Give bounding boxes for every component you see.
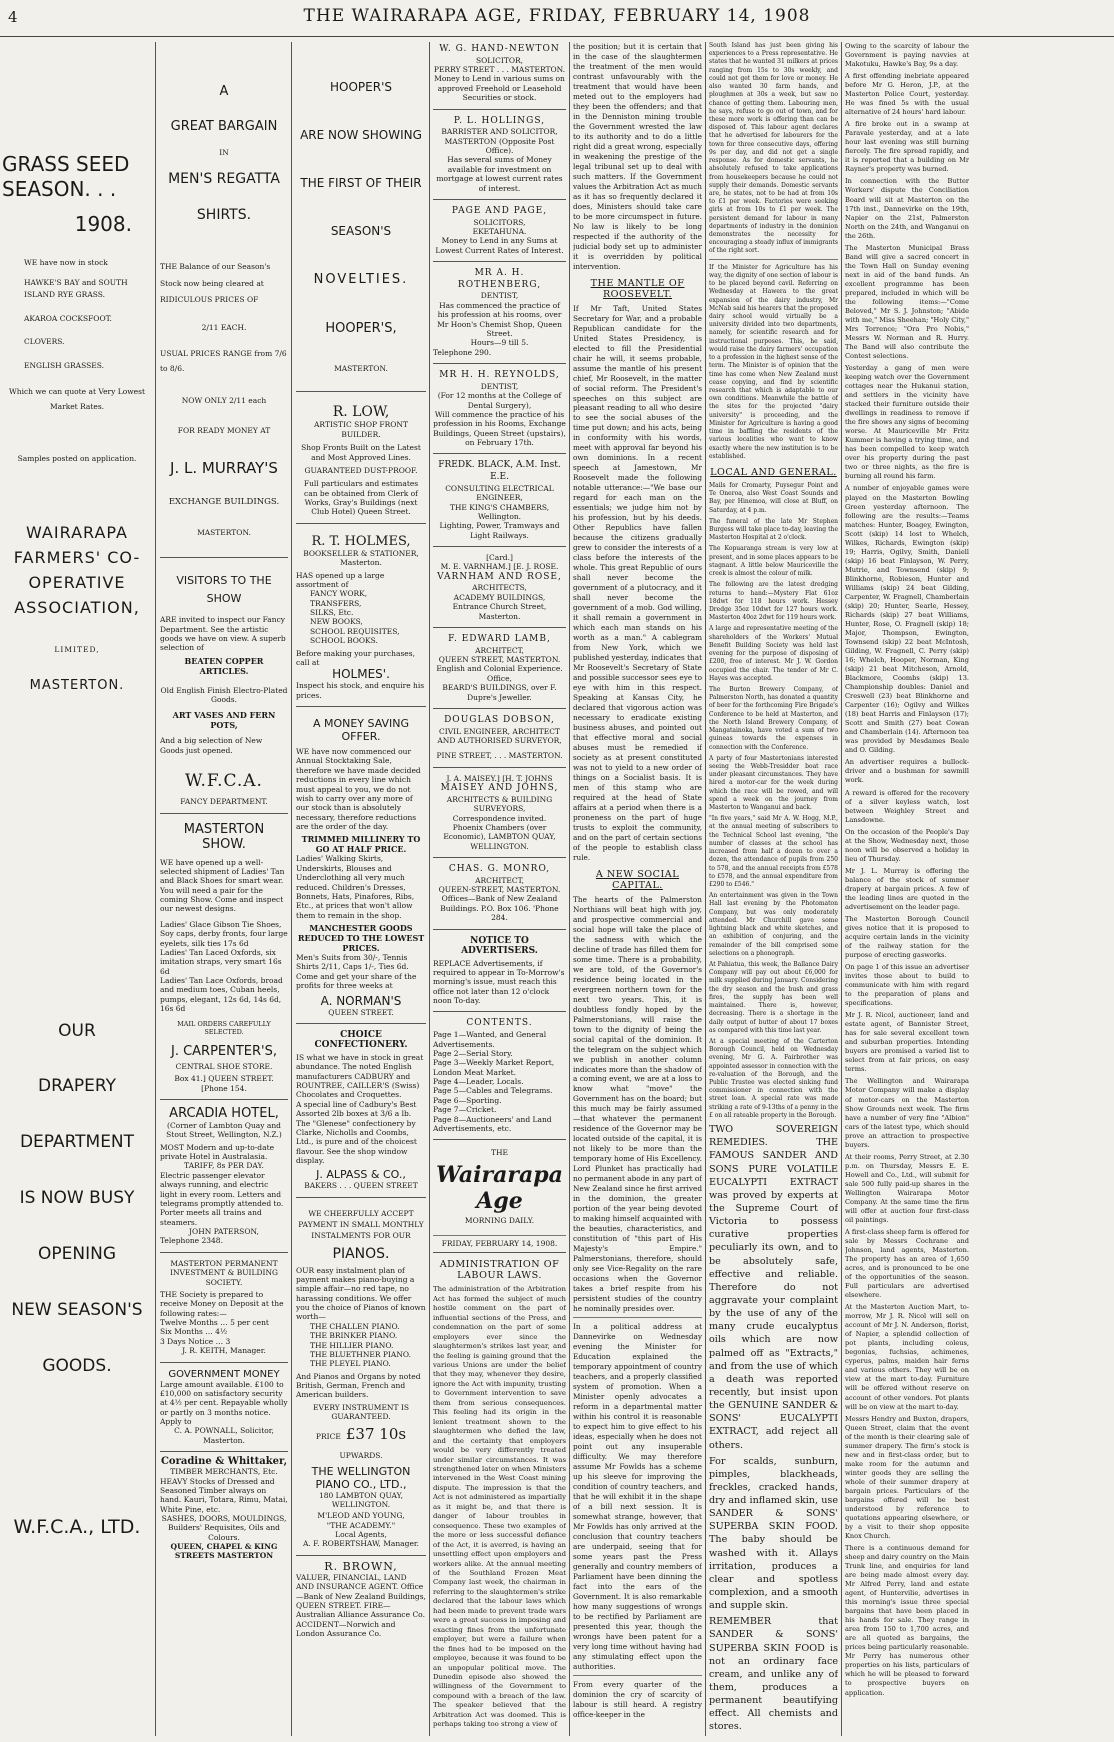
news-paragraph: Mr J. L. Murray is offering the balance of the stock of summer drapery at bargain prices. A few of the leading lines are quoted in the advertisement on the leader page. [845,866,969,911]
murray-exchange: EXCHANGE BUILDINGS. [168,497,280,507]
card-line: ARCHITECTS & BUILDING SURVEYORS, [446,794,553,814]
card-name: CHAS. G. MONRO, [448,864,551,874]
low-text: Shop Fronts Built on the Latest and Most Approved Lines. [301,443,421,462]
news-paragraph: A fire broke out in a swamp at Paravale yesterday, and at a late hour last evening was still burning fiercely. The fire spread rapidly, and it is reported that a building on Mr Rayner's property was burned. [845,120,969,174]
govt-money-text: Large amount available. £100 to £10,000 on satisfactory security at 4½ per cent. Repayable wholly or partly on 3 months notice. Apply to [160,1379,288,1427]
card-line: MASTERTON (Opposite Post Office). [444,136,555,155]
bargain-line: MEN'S REGATTA [168,171,280,188]
column-local-news [709,42,838,1736]
grass-item: ENGLISH GRASSES. [24,360,104,370]
manchester-text: Men's Suits from 30/-, Tennis Shirts 2/11, Caps 1/-, Ties 6d. Come and get your share of the profits for three weeks at [296,953,417,991]
holmes-sub: BOOKSELLER & STATIONER, Masterton. [303,548,419,568]
holmes-item: SCHOOL BOOKS. [310,636,378,646]
masthead: THE WAIRARAPA AGE, FRIDAY, FEBRUARY 14, 1908 [303,6,811,26]
news-paragraph: At the Masterton Auction Mart, to-morrow, Mr J. R. Nicol will sell on account of Mr J. N. Anderson, florist, of Napier, a splendid collection of pot plants, including coleus, begonias, fuchsias, achimenes, cyperus, palms, maiden hair ferns and various others. They will be on view at the mart to-day. Furniture will be offered without reserve on account of other vendors. Pot plants will be on view at the mart to-day. [845,1303,969,1411]
card-line: EKETAHUNA. [472,226,527,236]
visitors-title: VISITORS TO THE SHOW [176,574,272,605]
pownall-ad [160,1367,288,1453]
shoe-desc: Ladies' Glace Gibson Tie Shoes, Soy caps, derby fronts, four large eyelets, silk ties [160,919,288,948]
leader-title: ADMINISTRATION OF LABOUR LAWS. [439,1259,560,1282]
murray-name: J. L. MURRAY'S [170,459,278,477]
welly-town: WELLINGTON. [331,1499,391,1509]
arcadia-address: (Corner of Lambton Quay and Stout Street, Wellington, N.Z.) [166,1120,282,1140]
pianos-title: PIANOS. [332,1245,390,1262]
holmes-text: HAS opened up a large assortment of [296,570,385,589]
news-paragraph: There is a continuous demand for sheep and dairy country on the Main Trunk line, and enquiries for land are being made almost every day. Mr Alfred Perry, land and estate agent, of Huntervilie, advertises in this morning's issue three special bargains that have been placed in his hands for sale. They range in area from 150 to 1,700 acres, and are all quoted as bargains, the prices being particularly reasonable. Mr Perry has numerous other properties on his lists, particulars of which he will be pleased to forward to prospective buyers on application. [845,1544,969,1697]
central-shoe-store: CENTRAL SHOE STORE. [175,1061,273,1071]
murray-ad [160,42,288,558]
ready-money: FOR READY MONEY AT [177,425,271,435]
society-text: THE Society is prepared to receive Money on Deposit at the following rates:— [160,1289,284,1318]
news-paragraph: The Masterton Borough Council gives notice that it is proposed to acquire certain lands in the vicinity of the railway station for the purpose of erecting gasworks. [845,914,969,960]
mcleod: M'LEOD AND YOUNG, [317,1511,405,1521]
card-line: (For 12 months at the College of Dental Surgery), [437,391,562,410]
holmes-ad [296,528,426,707]
holmes-item: FANCY WORK, [310,589,368,599]
newspaper-flag: Wairarapa Age [436,1161,563,1214]
card-name: F. EDWARD LAMB, [448,633,551,644]
card-line: Correspondence invited. [452,813,547,823]
choice-text: IS what we have in stock in great abundance. The noted English manufacturers CADBURY and ROUNTREE, CAILLER'S (Swiss) Chocolates and Croquettes. [296,1052,424,1100]
bargain-line: GREAT BARGAIN [170,119,278,134]
column-local-news-continued [845,42,1109,1736]
visitors-text: ARE invited to inspect our Fancy Department. See the artistic goods we have on view. A superb selection of [160,615,286,653]
show-text: WE have opened up a well-selected shipment of Ladies' Tan and Black Shoes for smart wear. You will need a pair for the coming Show. Come and inspect our newest designs. [160,857,285,914]
stock-intro: WE have now in stock [24,258,108,267]
card-line: PERRY STREET . . . MASTERTON. [433,65,566,75]
card [433,772,566,858]
news-paragraph: A large and representative meeting of the shareholders of the Workers' Mutual Benefit Building Society was held last evening for the purpose of disposing of £200, free of interest. Mr J. W. Gordon occupied the chair. The tender of Mr C. Hayes was accepted. [709,625,838,682]
news-paragraph: South Island has just been giving his experiences to a Press representative. He states that he wanted 31 milkers at prices ranging from 15s to 30s weekly, and could not get them for love or money. He also wanted 30 farm hands, and ploughmen at 30s a week, but saw no chance of getting them. Labouring men, he says, refuse to go out of town, and for these more work is offering than can be disposed of. This labour agent declares that he advertised for labourers for the town for three consecutive days, offering 9s per day, and did not get a single response. As for domestic servants, he absolutely refused to take applications from housekeepers because he could not supply their demands. Domestic servants are, he states, not to be had at from 10s to £1 per week. Factories were seeking girls at from 10s to £1 per week. The persistent demand for labour in many departments of industry in the dominion demonstrates the necessity for encouraging a steady influx of immigrants of the right sort. [709,42,838,255]
card-line: ARCHITECTS, [472,583,527,593]
coradine-address: QUEEN, CHAPEL & KING STREETS MASTERTON [170,1542,278,1561]
card-line: BARRISTER AND SOLICITOR, [441,127,558,137]
shoe-desc: Ladies' Tan Lace Oxfords, broad and medium toes, Cuban heels, pumps, elegant, 12s 6d, 14s 6d, [160,976,283,1004]
shoe-price: 16s 6d [160,957,282,976]
news-paragraph: The funeral of the late Mr Stephen Burgess will take place to-day, leaving the Masterton Hospital at 2 o'clock. [709,517,838,542]
coradine-text: HEAVY Stocks of Dressed and Seasoned Timber always on hand. Kauri, Totara, Rimu, Matai, White Pine, etc. [160,1476,288,1514]
card-line: J. A. MAISEY.] [H. T. JOHNS [446,773,553,783]
card-name: P. L. HOLLINGS, [453,115,546,126]
hooper-line: NOVELTIES. [313,272,409,287]
card-name: DOUGLAS DOBSON, [444,714,555,725]
millinery: TRIMMED MILLINERY TO GO AT HALF PRICE. [301,834,421,855]
column-bargain-ads [160,42,288,1736]
hooper-ad [296,42,426,392]
usual-prices: USUAL PRICES RANGE from 7/6 to 8/6. [160,349,287,374]
hooper-line: ARE NOW SHOWING [300,128,422,142]
news-paragraph: At Pahiatua, this week, the Ballance Dairy Company will pay out about £6,000 for milk supplied during January. Considering the dry season and the bush and grass fires, the supply has been well maintained. There is, however, decreasing. There is a shortage in the daily output of butter of about 17 boxes as compared with this time last year. [709,960,838,1034]
contents-item: Page 3—Weekly Market Report, London Meat Market. [433,1058,555,1077]
holmes-item: TRANSFERS, [310,598,362,608]
holmes-buy: Before making your purchases, call at [296,648,415,667]
shoe-price: 17s 6d [223,938,249,948]
notice-title: NOTICE TO ADVERTISERS. [461,935,538,956]
pianos-text: OUR easy instalment plan of payment makes piano-buying a simple affair—no red tape, no harassing conditions. We offer you the choice of Pianos of known worth— [296,1265,426,1322]
news-paragraph: Owing to the scarcity of labour the Government is paying navvies at Makotuku, Hawke's Bay, 9s a day. [845,42,969,69]
now-only: NOW ONLY 2/11 each [181,396,267,406]
grass-seed-year: 1908. [74,212,132,236]
card-line: PINE STREET, . . . MASTERTON. [436,751,563,761]
column-rule [841,42,842,1736]
grass-item: HAWKE'S BAY and SOUTH ISLAND RYE GRASS. [24,278,128,299]
card [433,114,566,200]
card-name: MAISEY AND JOHNS, [440,783,559,794]
grass-item: CLOVERS. [24,337,65,347]
column-rule [291,42,292,1736]
card-line: ACADEMY BUILDINGS, [453,592,546,602]
column-rule [569,42,570,1736]
card-line: Money to Lend in various sums on approved Freehold or Leasehold Securities or stock. [434,74,565,103]
flag-box [433,1148,566,1253]
limited-text: LIMITED, [54,644,100,654]
news-paragraph: REMEMBER that SANDER & SONS' SUPERBA SKIN FOOD is not an ordinary face cream, and unlike any of them, produces a permanent beautifying effect. All chemists and stores. [709,1616,838,1733]
news-paragraph: A first offending inebriate appeared before Mr G. Heron, J.P., at the Masterton Police Court, yesterday. He was fined 5s with the usual alternative of 24 hours' hard labour. [845,72,969,117]
editorial-paragraph: In a political address at Dannevirke on Wednesday evening the Minister for Education explained the temporary appointment of country teachers, and a properly classified system of promotion. When a Minister openly advocates a reform in a departmental matter within his control it is reasonable to expect him to give effect to his ideas, especially when he does not point out any insuperable difficulty. We may therefore assume Mr Fowlds has a scheme up his sleeve for improving the condition of country teachers, and that he will exhibit it in the shape of a bill next session. It is somewhat strange, however, that Mr Fowlds has only arrived at the conclusion that country teachers are underpaid, seeing that for some years past the Press generally and country members of Parliament have been dinning the fact into the ears of the Government. It is also remarkable how many suggestions of wrongs to be rectified by Parliament are presented this year, though the wrongs have been patent for a very long time without having had any stimulating effect upon the authorities. [573,1317,702,1671]
column-farmers-ad [2,42,152,1736]
contents-item: Page 4—Leader, Locals. [433,1077,524,1086]
shoe-desc: Ladies' Tan Laced Oxfords, six imitation straps, very smart [160,947,276,967]
holmes-name: R. T. HOLMES, [311,533,411,549]
card [433,458,566,547]
capital-title: A NEW SOCIAL CAPITAL. [595,868,680,891]
drapery-line: DEPARTMENT [19,1131,135,1152]
bargain-price: 2/11 EACH. [201,322,247,332]
rate-row: Six Months … 4½ [160,1327,228,1337]
rate-value: 3 [225,1336,231,1346]
news-paragraph: The Wellington and Wairarapa Motor Company will make a display of motor-cars on the Masterton Show Grounds next week. The firm have a number of very fine "Albion" cars of the latest type, which should prove an attraction to prospective buyers. [845,1077,969,1149]
holmes-item: SCHOOL REQUISITES, [310,626,400,636]
column-editorial [573,42,702,1736]
millinery-text: Ladies' Walking Skirts, Underskirts, Blouses and Underclothing all very much reduced. Children's Dresses, Bonnets, Hats, Pinafores, Ribs, Etc., at prices that won't allow them to remain in the shop. [296,854,415,920]
alpass-sub: BAKERS . . . QUEEN STREET [304,1181,418,1191]
renshaw: A. F. ROBERTSHAW, Manager. [302,1539,420,1549]
low-dust: GUARANTEED DUST-PROOF. [304,465,418,475]
carpenter-box: Box 41.] QUEEN STREET. [Phone 154. [174,1074,274,1093]
news-paragraph: Mails for Cromarty, Puysegur Point and Te Oneroa, also West Coast Sounds and Bay, per Hinemoa, will close at Bluff, on Saturday, at 4 p.m. [709,481,838,514]
shoe-item [160,948,288,976]
shoe-item [160,976,288,1014]
piano-item: THE PLEYEL PIANO. [310,1359,391,1369]
card-name: W. G. HAND-NEWTON [439,44,560,54]
card [433,266,566,364]
bargain-line: SHIRTS. [196,207,252,224]
card-line: ARCHITECT, [475,645,524,655]
murray-town: MASTERTON. [197,527,251,537]
choice-title: CHOICE CONFECTIONERY. [314,1029,408,1050]
hooper-line: SEASON'S [330,224,392,238]
news-paragraph: Messrs Hendry and Buxton, drapers, Queen Street, claim that the event of the month is their clearing sale of summer drapery. The firm's stock is new and in first-class order, but to make room for the autumn and winter goods they are selling the whole of their summer drapery at bargain prices. Particulars of the bargains offered will be best understood by reference to quotations appearing elsewhere, or by a visit to their shop opposite Knox Church. [845,1414,969,1540]
news-paragraph: On the occasion of the People's Day at the Show, Wednesday next, those noon will be observed a holiday in lieu of Thursday. [845,827,969,863]
arcadia-title: ARCADIA HOTEL, [169,1105,279,1121]
wfca-name: W.F.C.A. [185,771,263,792]
card-line: Has commenced the practice of his profession at his rooms, over Mr Hoon's Chemist Shop, Queen Street. [437,300,562,338]
news-paragraph: In connection with the Butter Workers' dispute the Conciliation Board will sit at Masterton on the 17th inst., Dannevirke on the 19th, Napier on the 21st, Palmerston North on the 24th, and Wanganui on the 26th. [845,177,969,240]
wfca-signature: W.F.C.A., LTD. [13,1515,141,1538]
card-name: PAGE AND PAGE, [451,205,548,216]
card-line: QUEEN STREET, MASTERTON. [438,655,561,664]
card-line: [Card.] [486,553,513,562]
news-paragraph: An entertainment was given in the Town Hall last evening by the Photomaton Company, but was only moderately attended. Mr Churchill gave some lightning black and white sketches, and an exhibition of conjuring, and the remainder of the bill comprised some selections on a phonograph. [709,892,838,957]
card-line: CONSULTING ELECTRICAL ENGINEER, [445,483,554,503]
bargain-line: IN [219,148,229,157]
news-paragraph: The Kopuaranga stream is very low at present, and in some places appears to be stagnant. A little below Mauriceville the creek is almost the colour of milk. [709,545,838,578]
bargain-text: THE Balance of our Season's Stock now being cleared at RIDICULOUS PRICES OF [160,262,271,305]
news-paragraph: If the Minister for Agriculture has his way, the dignity of one section of labour is to be placed beyond cavil. Referring on Wednesday at Hawera to the great expansion of the dairy industry, Mr McNab said his hearers that the proposed dairy school would virtually be a university divided into two departments, namely, for scientific research and for instructional purposes. This, he said, would raise the dairy farmers' occupation to a profession in the highest sense of the term. The Minister is of opinion that the time has come when New Zealand must cease copying, and find by scientific research that which is adaptable to our own conditions. Meanwhile the battle of the sites for the projected "dairy university" is proceeding, and the Minister for Agriculture is having a good time in baffling the residents of the various localities who want to know exactly where the new institution is to be established. [709,259,838,461]
brown-text: VALUER, FINANCIAL, LAND AND INSURANCE AGENT. Office—Bank of New Zealand Buildings, QUEEN STREET. FIRE—Australian Alliance Assurance Co. ACCIDENT—Norwich and London Assurance Co. [296,1572,426,1638]
arcadia-tariff: TARIFF, 8s PER DAY. [184,1161,264,1171]
rate-row: Twelve Months … 5 per cent [160,1318,269,1328]
notice-text: REPLACE Advertisements, if required to appear in To-Morrow's morning's issue, must reach this office not later than 12 o'clock noon To-day. [433,958,565,1006]
editorial-paragraph: From every quarter of the dominion the cry of scarcity of labour is still heard. A registry office-keeper in the [573,1675,702,1720]
contents-title: CONTENTS. [466,1018,533,1029]
arcadia-text: MOST Modern and up-to-date private Hotel in Australasia. [160,1142,275,1162]
rate-value: 4½ [215,1327,228,1337]
society-title: MASTERTON PERMANENT INVESTMENT & BUILDING SOCIETY. [169,1258,279,1287]
bargain-line: A [219,84,229,99]
rate-term: Twelve Months [160,1318,218,1328]
news-paragraph: A number of enjoyable games were played on the Masterton Bowling Green yesterday afternoon. The following are the results:—Teams matches: Hunter, Boagey, Ewington, Scott (skip) 14 lost to Whelch, Wilkes, Richards, Ewington (skip) 19; Harris, Ogilvy, Smith, Daniell (skip) 16 beat Finlayson, W. Perry, Mutrie, and Townsend (skip) 9; Blinkhorne, Robieson, Hunter and Williams (skip) 24 beat Gilding, Carpenter, W. Fragnell, Chamberlain (skip) 20; Hunter, Searle, Hessey, Richards (skip) 27 beat Williams, Hunter, Rose, O. Fragnell (skip) 18; Major, Thompson, Ewington, Townsend (skip) 22 beat McIntosh, Gilding, W. Fragnell, C. Perry (skip) 16; Whelch, Hooper, Norman, King (skip) 21 beat Mitcheson, Arnold, Blackmore, Coombs (skip) 13. Championship doubles: Daniel and Creswell (23) beat Blinkhorne and Carpenter (16); Ogilvy and Wilkes (18) beat Harris and Finlayson (17); Scott and Smith (27) beat Cowan and Chamberlain (14). Afternoon tea was provided by Mesdames Beale and O. Gilding. [845,484,969,755]
guaranteed: EVERY INSTRUMENT IS GUARANTEED. [313,1402,409,1422]
column-rule [155,42,156,1736]
news-paragraph: For scalds, sunburn, pimples, blackheads, freckles, cracked hands, dry and inflamed skin, use SANDER & SONS' SUPERBA SKIN FOOD. The baby should be washed with it. Allays irritation, produces a clear and spotless complexion, and a smooth and supple skin. [709,1455,838,1612]
contents-item: Page 5—Cables and Telegrams. [433,1086,553,1096]
rate-value: 5 per cent [230,1318,269,1328]
price-pre: PRICE [315,1431,341,1441]
card [433,551,566,628]
drapery-line: GOODS. [42,1355,112,1376]
piano-item: THE HILLIER PIANO. [310,1340,394,1350]
card-line: Office, [487,673,512,683]
payment-text: WE CHEERFULLY ACCEPT PAYMENT IN SMALL MONTHLY INSTALMENTS FOR OUR [298,1208,424,1241]
shoe-price: 16s 6d [160,1004,186,1014]
quote-text: Which we can quote at Very Lowest Market Rates. [9,387,145,411]
leader-date: FRIDAY, FEBRUARY 14, 1908. [433,1235,566,1248]
page-number: 4 [8,8,18,26]
agents: Local Agents, [335,1530,387,1539]
news-paragraph: A party of four Mastertonians interested seeing the Webb-Tresidder boat race under pleasant circumstances. They have hired a motor-car for the week during which the race will be rowed, and will spend a week on the journey from Masterton to Wanganui and back. [709,754,838,812]
arcadia-ad [160,1104,288,1253]
choice-more: A special line of Cadbury's Best Assorted 2lb boxes at 3/6 a lb. The "Glenese" confectionery by Clarke, Nicholls and Coombs, Ltd., is pure and of the choicest flavour. See the shop window display. [296,1099,417,1165]
pownall-name: C. A. POWNALL, Solicitor, Masterton. [174,1426,274,1445]
piano-item: THE BRINKER PIANO. [310,1331,398,1341]
drapery-line: NEW SEASON'S [11,1299,143,1320]
notice-box [433,934,566,1013]
card-name: FREDK. BLACK, A.M. Inst. E.E. [438,460,561,483]
holmes-item: SILKS, Etc. [310,608,354,617]
card-line: Has several sums of Money available for investment on mortgage at lowest current rates of interest. [436,155,563,193]
card-line: Hours—9 till 5. [470,338,529,348]
show-title: MASTERTON SHOW. [183,821,265,852]
editorial-paragraph: the position; but it is certain that in the case of the slaughtermen the treatment of the men would contrast unfavourably with the treatment that would have been meted out to the employers had they been the offenders; and that in the Denniston mining trouble the Government wrested the law to its authority and to do a little right did a great wrong, especially in weakening the prestige of the legal tribunal set up to deal with such matters. If the Government values the Arbitration Act as much as it has so frequently declared it does, Ministers should take care to be more circumspect in future. No law is likely to be long respected if the authority of the judicial body set up to administer it is overridden by political intervention. [573,42,702,271]
news-paragraph: At their rooms, Perry Street, at 2.30 p.m. on Thursday, Messrs E. E. Howell and Co., Ltd., will submit for sale 500 fully paid-up shares in the Wellington Wairarapa Motor Company. At the same time the firm will offer at auction four first-class oil paintings. [845,1152,969,1224]
contents-item: Page 8—Auctioneers' and Land Advertisements, etc. [433,1114,552,1133]
card-line: QUEEN-STREET, MASTERTON. [438,885,561,895]
mail-orders: MAIL ORDERS CAREFULLY SELECTED. [177,1019,271,1036]
drapery-line: IS NOW BUSY [19,1187,135,1208]
card-line: DENTIST, [480,291,519,301]
fancy-department: FANCY DEPARTMENT. [180,797,268,807]
card [433,862,566,930]
carpenter-name: J. CARPENTER'S, [170,1043,278,1059]
rate-term: Six Months [160,1327,203,1337]
rate-row: 3 Days Notice … 3 [160,1336,231,1346]
news-paragraph: The Burton Brewery Company, of Palmerston North, has donated a quantity of beer for the forthcoming Fire Brigade's Conference to be held at Masterton, and the North Island Brewery Company, of Mangatainoka, have voted a sum of two guineas towards the expenses in connection with the Conference. [709,685,838,751]
editorial-paragraph: The hearts of the Palmerston Northians will beat high with joy, and prospective commercial and social hope will take the place of the sadness with which the decline of trade has filled them for some time. There is a probability, we are told, of the Governor's residence being located in the evergreen northern town for the next two years. This, it is doubtless fondly hoped by the Palmerstonians, will raise the town to the dignity of being the social capital of the dominion. It the telegram on the subject which we publish in another column indicates more than the shadow of a coming event, we are at a loss to know what "move" the Government has on the board; but this much may be fairly assumed—that whatever the permanent residence of the Governor may be located outside of the capital, it is not likely to be more than the temporary home of His Excellency. Lord Plunket has practically had no permanent abode in any part of New Zealand since he first arrived in the dominion, the greater portion of the year being devoted to making himself acquainted with the beauties, characteristics, and constitution of "this part of His Majesty's Empire." Palmerstonians, therefore, should only see Vice-Regality on the rare occasions when the Governor takes a brief respite from his persistent studies of the country he nominally presides over. [573,894,702,1314]
piano-item: THE CHALLEN PIANO. [310,1321,400,1331]
column-rule [429,42,430,1736]
hooper-line: HOOPER'S [330,80,392,94]
card [433,368,566,454]
alpass-ad [296,1028,426,1198]
news-paragraph: An advertiser requires a bullock-driver and a bushman for sawmill work. [845,758,969,785]
manchester: MANCHESTER GOODS REDUCED TO THE LOWEST PRICES. [297,923,425,953]
wellington-piano: THE WELLINGTON PIANO CO., LTD., [311,1464,411,1491]
coradine-title: Coradine & Whittaker, [160,1456,288,1468]
card-name: MR A. H. ROTHENBERG, [457,268,542,290]
card-line: Telephone 290. [433,347,492,357]
news-paragraph: Mr J. R. Nicol, auctioneer, land and estate agent, of Bannister Street, has for sale several excellent town and suburban properties. Intending buyers are promised a varied list to select from at fair prices, on easy terms. [845,1011,969,1074]
norman-sub: QUEEN STREET. [328,1007,394,1017]
flag-daily: MORNING DAILY. [464,1215,535,1225]
electro-plated: Old English Finish Electro-Plated Goods. [160,685,288,705]
roosevelt-title: THE MANTLE OF ROOSEVELT. [590,277,685,300]
card-line: M. E. VARNHAM.] [E. J. ROSE. [440,562,559,572]
hooper-name: HOOPER'S, [325,321,397,336]
news-paragraph: On page 1 of this issue an advertiser invites those about to build to communicate with him with regard to the preparation of plans and specifications. [845,963,969,1008]
contents-item: Page 6—Sporting. [433,1095,502,1105]
news-paragraph: At a special meeting of the Carterton Borough Council, held on Wednesday evening, Mr G. A. Fairbrother was appointed assessor in connection with the re-valuation of the Borough, and the Public Trustee was elected sinking fund commissioner in connection with the street loan. A special rate was made striking a rate of 9-13ths of a penny in the £ on all rateable property in the Borough. [709,1037,838,1119]
contents-box [433,1016,566,1140]
low-ad [296,396,426,523]
card-line: ARCHITECT, [475,875,524,885]
drapery-line: OUR [58,1020,96,1041]
editorial-paragraph: If Mr Taft, United States Secretary for War, and a probable Republican candidate for the United States Presidency, is elected to fill the Presidential chair he will, it seems probable, assume the mantle of his present chief, Mr Roosevelt, in the matter of social reform. The President's speeches on this subject are pleasant reading to all who desire to see the social abuses of the time put down; and his acts, being in conformity with his words, meet with approval far beyond his own dominions. In a recent speech at Jamestown, Mr Roosevelt made the following notable utterance:—"We base our regard for each man on the essentials; we judge him not by his profession, but by his deeds. Other Republics have fallen because the citizens gradually grew to consider the interests of a class before the interests of the whole. This great Republic of ours shall never become the government of a plutocracy, and it shall never become the government of a mob. God willing, it shall remain a government in which each man stands on his worth as a man." A cablegram from New York, which we published yesterday, indicates that Mr Roosevelt's Secretary of State and possible successor sees eye to eye with him in this respect. Speaking at Kansas City, he declared that vigorous action was necessary to eradicate existing business abuses, and pointed out that effective moral and social abuses must be remedied if society as at present constituted was not to yield to a new order of things on a Socialist basis. It is men of this stamp who are required at the head of State affairs at a period when there is a proneness on the part of huge trusts to exploit the community, and on the part of certain sections of the people to establish class rule. [573,303,702,862]
arcadia-more: Electric passenger elevator always running, and electric light in every room. Letters and telegrams promptly attended to. Porter meets all trains and steamers. [160,1170,284,1227]
society-manager: J. R. KEITH, Manager. [182,1346,266,1356]
news-paragraph: A reward is offered for the recovery of a silver keyless watch, lost between Weighley Street and Lansdowne. [845,788,969,824]
news-paragraph: A first-class sheep farm is offered for sale by Messrs Cochrane and Johnson, land agents, Masterton. The property has an area of 1,650 acres, and is pronounced to be one of the opportunities of the season. Full particulars are advertised elsewhere. [845,1227,969,1300]
card [433,42,566,110]
brown-name: R. BROWN, [324,1559,398,1573]
lambton-quay: 180 LAMBTON QUAY, [318,1490,404,1500]
price-line [296,1424,426,1462]
page-header [0,0,1114,37]
saving-text: WE have now commenced our Annual Stocktaking Sale, therefore we have made decided reductions in every line which must appeal to you, we do not wish to carry over any more of our stock than is absolutely necessary, therefore reductions are the order of the day. [296,747,421,831]
samples-text: Samples posted on application. [17,454,137,463]
local-general-title: LOCAL AND GENERAL. [710,466,837,478]
academy: "THE ACADEMY." [326,1520,396,1530]
arcadia-telephone: Telephone 2348. [160,1236,223,1246]
news-paragraph: The following are the latest dredging returns to hand:—Mystery Flat 61oz 18dwt for 118 hours work. Hessey Dredge 35oz 10dwt for 127 hours work. Masterton 40oz 2dwt for 119 hours work. [709,581,838,622]
hooper-town: MASTERTON. [334,364,388,373]
holmes-short: HOLMES'. [332,667,390,682]
drapery-line: OPENING [38,1243,116,1264]
card-line: Offices—Bank of New Zealand Buildings. P.O. Box 106. 'Phone 284. [440,894,559,923]
flag-the: THE [490,1148,509,1158]
card-line: DENTIST, [480,381,519,391]
carpenter-ad [160,818,288,1100]
association-town: MASTERTON. [29,677,125,693]
card-name: VARNHAM AND ROSE, [437,571,562,582]
shoe-item [160,920,288,948]
contents-item: Page 1—Wanted, and General Advertisements. [433,1030,547,1049]
card-line: Lighting, Power, Tramways and Light Railways. [439,521,560,540]
govt-money-title: GOVERNMENT MONEY [168,1368,280,1380]
leader-text: The administration of the Arbitration Act has formed the subject of much hostile comment on the part of influential sections of the Press, and condemnation on the part of some employers ever since the slaughtermen's strikes last year, and the feeling is gaining ground that the various Unions are under the belief that they may, whenever they desire, ignore the Act with impunity, trusting to Government intervention to save them from serious consequences. This feeling had its origin in the lenient treatment shown to the slaughtermen who defied the law, and the certainty that employers would be very differently treated under similar circumstances. It was strengthened later on when Ministers intervened in the West Coast mining dispute. The impression is that the Act is not administered as impartially as it might be, and that there is danger of labour troubles in consequence. These two examples of the more or less successful defiance of the Act, it is averred, is having an unsettling effect upon employers and workers alike. At the annual meeting of the Southland Frozen Meat Company last week, the chairman in referring to the slaughtermen's strike declared that the labour laws which had been made to prevent trade wars were a great success in imposing and exacting fines from the unfortunate employer, but were a failure when the fines had to be imposed on the employee, because it was found to be an unpopular political move. The Dunedin episode also showed the willingness of the Government to compound with a breach of the law. The speaker believed that the Arbitration Act was doomed. This is perhaps taking too strong a view of [433,1285,566,1729]
organs-text: And Pianos and Organs by noted British, German, French and American builders. [296,1371,421,1400]
brown-ad [296,1560,426,1639]
contents-item: Page 2—Serial Story. [433,1048,513,1058]
card-line: English and Colonial Experience. [436,664,563,674]
card [433,713,566,768]
piano-item: THE BLUETHNER PIANO. [310,1349,411,1359]
coradine-sub: TIMBER MERCHANTS, Etc. [170,1467,278,1477]
art-vases: ART VASES AND FERN POTS, [172,710,276,731]
column-professional-cards [433,42,566,1736]
rate-term: 3 Days Notice [160,1336,214,1346]
coradine-sashes: SASHES, DOORS, MOULDINGS, Builders' Requisites, Oils and Colours. [161,1514,287,1542]
piano-ad [296,1202,426,1556]
column-hooper-ads [296,42,426,1736]
holmes-inspect: Inspect his stock, and enquire his prices. [296,681,425,700]
news-paragraph: TWO SOVEREIGN REMEDIES. THE FAMOUS SANDER AND SONS PURE VOLATILE EUCALYPTI EXTRACT was proved by experts at the Supreme Court of Victoria to possess curative properties peculiarly its own, and to be absolutely safe, effective and reliable. Therefore do not aggravate your complaint by the use of any of the many crude eucalyptus oils which are now palmed off as "Extracts," and from the use of which a death was reported recently, but insist upon the GENUINE SANDER & SONS' EUCALYPTI EXTRACT, add reject all others. [709,1124,838,1451]
card [433,632,566,709]
news-paragraph: Yesterday a gang of men were keeping watch over the Government cottages near the Hukanui station, and settlers in the vicinity have stacked their furniture outside their dwellings in readiness to remove if the fire shows any signs of becoming worse. At Mauriceville Mr Fritz Kummer is having a trying time, and has been compelled to keep watch over his property during the past two or three nights, as the fire is burning all round his farm. [845,364,969,481]
card-line: CIVIL ENGINEER, ARCHITECT AND AUTHORISED SURVEYOR, [437,726,562,745]
drapery-line: DRAPERY [38,1075,116,1096]
arcadia-paterson: JOHN PATERSON, [189,1227,259,1237]
grass-seed-title: GRASS SEED SEASON. . . [2,152,130,201]
low-sub: ARTISTIC SHOP FRONT BUILDER. [314,420,408,439]
card-line: Will commence the practice of his profession in his Rooms, Exchange Buildings, Queen Street (upstairs), on February 17th. [433,409,566,447]
grass-item: AKAROA COCKSFOOT. [24,313,112,323]
contents-item: Page 7—Cricket. [433,1105,497,1115]
card-line: Entrance Church Street, Masterton. [452,602,547,621]
card [433,204,566,262]
card-name: MR H. H. REYNOLDS, [439,370,560,381]
wfca-fancy-ad [160,562,288,814]
new-goods: And a big selection of New Goods just opened. [160,736,263,755]
card-line: BEARD'S BUILDINGS, over F. Dupre's Jeweller. [442,683,557,702]
beaten-copper: BEATEN COPPER ARTICLES. [184,655,264,676]
card-line: SOLICITORS, [473,217,526,227]
alpass-name: J. ALPASS & CO., [316,1168,406,1182]
norman-name: A. NORMAN'S [320,993,402,1008]
price-amount: £37 10s [345,1424,407,1443]
card-line: Phoenix Chambers (over Economic), LAMBTON QUAY, WELLINGTON. [443,822,556,851]
holmes-item: NEW BOOKS, [310,617,363,627]
low-name: R. LOW, [332,404,390,421]
saving-title: A MONEY SAVING OFFER. [312,717,410,743]
coradine-ad [160,1456,288,1560]
hooper-line: THE FIRST OF THEIR [300,176,422,190]
card-line: Money to Lend in any Sums at Lowest Current Rates of Interest. [435,236,564,255]
price-post: UPWARDS. [339,1450,383,1460]
news-paragraph: "In five years," said Mr A. W. Hogg, M.P., at the annual meeting of subscribers to the Technical School last evening, "the number of classes at the school has increased from half a dozen to over a dozen, the attendance of pupils from 250 to 578, and the annual receipts from £578 to £578, and the annual expenditure from £290 to £546." [709,815,838,888]
card-line: THE KING'S CHAMBERS, Wellington. [449,502,550,521]
norman-ad [296,711,426,1024]
low-more: Full particulars and estimates can be obtained from Clerk of Works, Gray's Buildings (next Club Hotel) Queen Street. [303,479,419,517]
column-rule [705,42,706,1736]
society-ad [160,1257,288,1363]
association-name: WAIRARAPA FARMERS' CO-OPERATIVE ASSOCIATION, [13,523,141,617]
news-paragraph: The Masterton Municipal Brass Band will give a sacred concert in the Town Hall on Sunday evening next in aid of the band funds. An excellent programme has been prepared, included in which will be the following items:—"Come Beloved," Mr S. J. Johnston; "Abide with me," Miss Sheehan; "Holy City," Mrs Torrence; "Ora Pro Nobis," Messrs W. Norman and R. Hurry. The Band will also contribute the Contest selections. [845,243,969,361]
card-line: SOLICITOR, [475,55,524,65]
